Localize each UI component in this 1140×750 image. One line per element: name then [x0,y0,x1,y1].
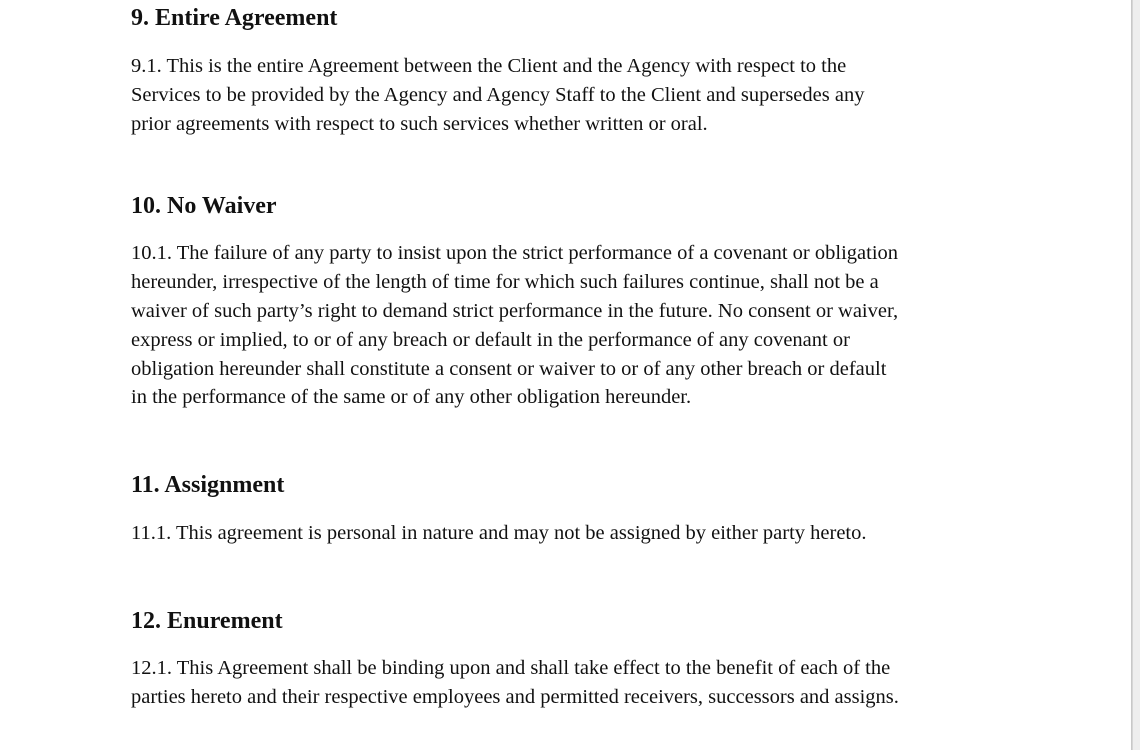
section-entire-agreement [131,0,1011,138]
section-heading: 9. Entire Agreement [131,5,338,31]
section-assignment [131,470,1011,548]
vertical-scrollbar[interactable] [1132,0,1140,750]
section-heading: 12. Enurement [131,607,283,634]
section-heading: 11. Assignment [131,472,285,499]
page-content [131,0,1011,712]
section-no-waiver [131,191,1011,412]
section-paragraph: 11.1. This agreement is personal in nature and may not be assigned by either party hereto. [131,522,867,545]
section-paragraph: 9.1. This is the entire Agreement between the Client and the Agency with respect to the Services to be provided by the Agency and Agency Staff to the Client and supersedes any prior agreements with respect to such services whether written or oral. [131,55,865,135]
section-paragraph: 10.1. The failure of any party to insist upon the strict performance of a covenant or obligation hereunder, irrespective of the length of time for which such failures continue, shall not be a waiver of such party’s right to demand strict performance in the future. No consent or waiver, express or implied, to or of any breach or default in the performance of any covenant or obligation hereunder shall constitute a consent or waiver to or of any other breach or default in the performance of the same or of any other obligation hereunder. [131,242,899,409]
section-heading: 10. No Waiver [131,193,277,220]
section-enurement [131,606,1011,712]
section-paragraph: 12.1. This Agreement shall be binding upon and shall take effect to the benefit of each of the parties hereto and their respective employees and permitted receivers, successors and assigns. [131,656,899,708]
